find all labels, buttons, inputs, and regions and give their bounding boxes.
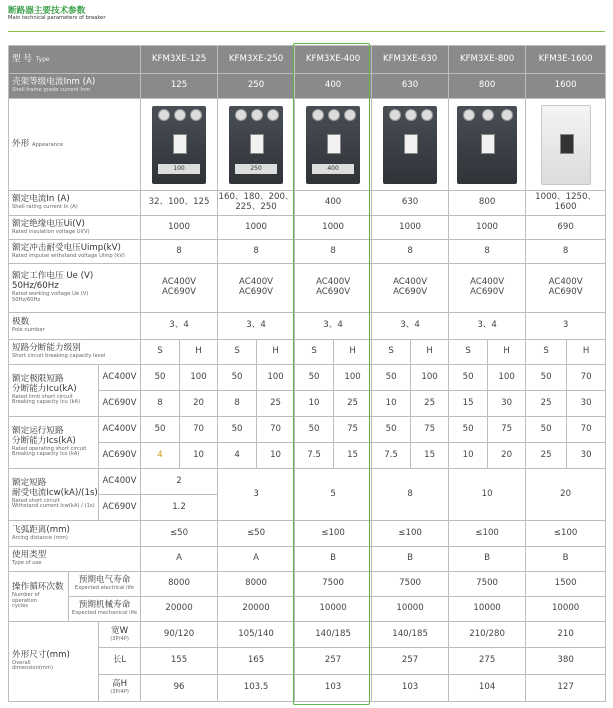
breaking-level-value: S xyxy=(449,340,488,365)
icw-cn2: 耐受电流Icw(kA)/(1s) xyxy=(12,487,98,498)
type-header xyxy=(9,46,141,74)
working-voltage-value: AC400V AC690V xyxy=(141,264,218,313)
icu-value: 25 xyxy=(334,391,372,417)
model-header: KFM3XE-400 xyxy=(295,46,372,74)
arcing-en: Arcing distance (mm) xyxy=(12,534,68,541)
working-voltage-cn2: 50Hz/60Hz xyxy=(12,281,59,292)
icu-690-row xyxy=(9,391,606,417)
icu-value: 100 xyxy=(334,365,372,391)
poles-row xyxy=(9,313,606,340)
breaking-level-value: S xyxy=(526,340,567,365)
impulse-label xyxy=(9,240,141,264)
electrical-life-value: 7500 xyxy=(449,572,526,597)
ics-en2: Breaking capacity Ics (kA) xyxy=(12,451,80,458)
poles-value: 3、4 xyxy=(295,313,372,340)
breaking-level-row xyxy=(9,340,606,365)
arcing-value: ≤50 xyxy=(218,521,295,547)
frame-label xyxy=(9,74,141,99)
arcing-value: ≤50 xyxy=(141,521,218,547)
breaker-image xyxy=(295,99,372,191)
insulation-value: 1000 xyxy=(295,216,372,240)
working-voltage-cn1: 额定工作电压 Ue (V) xyxy=(12,271,94,282)
use-type-value: B xyxy=(295,547,372,572)
arcing-value: ≤100 xyxy=(526,521,606,547)
electrical-life-value: 7500 xyxy=(372,572,449,597)
ics-value: 50 xyxy=(218,417,257,443)
ics-value: 15 xyxy=(334,443,372,469)
rated-current-en: Shell rating current In (A) xyxy=(12,204,78,211)
icu-value: 20 xyxy=(180,391,218,417)
use-type-cn: 使用类型 xyxy=(12,550,47,561)
ics-value: 20 xyxy=(488,443,526,469)
model-header: KFM3XE-630 xyxy=(372,46,449,74)
ics-value: 70 xyxy=(180,417,218,443)
arcing-value: ≤100 xyxy=(295,521,372,547)
icu-cn1: 额定极限短路 xyxy=(12,373,64,384)
impulse-value: 8 xyxy=(449,240,526,264)
title-divider xyxy=(8,31,605,32)
electrical-life-value: 8000 xyxy=(141,572,218,597)
mechanical-life-value: 10000 xyxy=(449,597,526,622)
impulse-value: 8 xyxy=(218,240,295,264)
ics-en1: Rated operating short circuit xyxy=(12,445,87,452)
ics-label xyxy=(9,417,99,469)
breaker-image xyxy=(218,99,295,191)
height-value: 96 xyxy=(141,675,218,702)
breaking-level-value: S xyxy=(218,340,257,365)
breaker-rating-label: 250 xyxy=(235,164,277,174)
breaking-level-en: Short circuit breaking capacity level xyxy=(12,353,106,360)
icu-value: 100 xyxy=(180,365,218,391)
poles-value: 3、4 xyxy=(218,313,295,340)
ics-value: 7.5 xyxy=(372,443,411,469)
width-value: 140/185 xyxy=(372,622,449,648)
ics-value: 10 xyxy=(180,443,218,469)
breaker-image xyxy=(372,99,449,191)
rated-current-value: 32、100、125 xyxy=(141,191,218,216)
icu-label xyxy=(9,365,99,417)
length-value: 165 xyxy=(218,648,295,675)
width-value: 105/140 xyxy=(218,622,295,648)
electrical-life-value: 7500 xyxy=(295,572,372,597)
width-value: 210/280 xyxy=(449,622,526,648)
icu-value: 10 xyxy=(295,391,334,417)
length-value: 275 xyxy=(449,648,526,675)
insulation-value: 1000 xyxy=(372,216,449,240)
rated-current-label xyxy=(9,191,141,216)
breaking-level-value: H xyxy=(567,340,606,365)
width-row xyxy=(9,622,606,648)
use-type-value: B xyxy=(526,547,606,572)
icu-value: 50 xyxy=(295,365,334,391)
poles-value: 3、4 xyxy=(449,313,526,340)
breaking-level-value: H xyxy=(257,340,295,365)
ics-value: 50 xyxy=(449,417,488,443)
appearance-label-en: Appearance xyxy=(31,141,64,148)
impulse-cn: 额定冲击耐受电压Uimp(kV) xyxy=(12,242,121,253)
rated-current-value: 630 xyxy=(372,191,449,216)
ics-value: 50 xyxy=(372,417,411,443)
frame-value: 630 xyxy=(372,74,449,99)
electrical-life-value: 8000 xyxy=(218,572,295,597)
poles-cn: 极数 xyxy=(12,317,30,328)
ics-value: 30 xyxy=(567,443,606,469)
length-value: 257 xyxy=(295,648,372,675)
height-cn: 高H xyxy=(111,679,128,690)
length-value: 155 xyxy=(141,648,218,675)
icw-value: 5 xyxy=(295,469,372,521)
working-voltage-value: AC400V AC690V xyxy=(295,264,372,313)
ics-value: 15 xyxy=(411,443,449,469)
parameters-table xyxy=(8,45,606,702)
mechanical-life-value: 10000 xyxy=(526,597,606,622)
voltage-label: AC690V xyxy=(99,443,141,469)
height-value: 103.5 xyxy=(218,675,295,702)
appearance-row xyxy=(9,99,606,191)
height-value: 103 xyxy=(372,675,449,702)
icu-value: 100 xyxy=(257,365,295,391)
rated-current-cn: 额定电流In (A) xyxy=(12,194,70,205)
frame-value: 125 xyxy=(141,74,218,99)
use-type-value: A xyxy=(218,547,295,572)
length-value: 380 xyxy=(526,648,606,675)
breaker-image xyxy=(141,99,218,191)
ics-value: 75 xyxy=(488,417,526,443)
icw-en1: Rated short circuit xyxy=(12,497,60,504)
poles-en: Pole number xyxy=(12,327,45,334)
ics-690-row xyxy=(9,443,606,469)
frame-value: 800 xyxy=(449,74,526,99)
cycles-en1: Number of xyxy=(12,591,40,598)
width-value: 140/185 xyxy=(295,622,372,648)
icu-value: 50 xyxy=(141,365,180,391)
breaking-level-value: S xyxy=(141,340,180,365)
insulation-row xyxy=(9,216,606,240)
mechanical-life-value: 20000 xyxy=(141,597,218,622)
arcing-cn: 飞弧距离(mm) xyxy=(12,524,70,535)
type-header-cn: 型 号 xyxy=(12,53,32,64)
use-type-row xyxy=(9,547,606,572)
insulation-value: 1000 xyxy=(449,216,526,240)
impulse-en: Rated impulse withstand voltage Uimp (kV) xyxy=(12,252,125,259)
electrical-life-value: 1500 xyxy=(526,572,606,597)
impulse-value: 8 xyxy=(141,240,218,264)
arcing-value: ≤100 xyxy=(449,521,526,547)
mechanical-life-cn: 预期机械寿命 xyxy=(78,600,131,611)
height-label xyxy=(99,675,141,702)
breaking-level-value: S xyxy=(372,340,411,365)
breaking-level-cn: 短路分断能力级别 xyxy=(12,343,81,354)
icw-value: 2 xyxy=(141,469,218,495)
rated-current-row xyxy=(9,191,606,216)
ics-value: 4 xyxy=(218,443,257,469)
cycles-cn: 操作循环次数 xyxy=(12,581,64,592)
model-header: KFM3XE-250 xyxy=(218,46,295,74)
breaker-rating-label: 400 xyxy=(312,164,354,174)
icu-en2: Breaking capacity Icu (kA) xyxy=(12,399,81,406)
use-type-label xyxy=(9,547,141,572)
icu-value: 10 xyxy=(372,391,411,417)
icu-value: 15 xyxy=(449,391,488,417)
icu-value: 25 xyxy=(411,391,449,417)
ics-value: 10 xyxy=(449,443,488,469)
model-header: KFM3XE-800 xyxy=(449,46,526,74)
model-header: KFM3E-1600 xyxy=(526,46,606,74)
impulse-value: 8 xyxy=(526,240,606,264)
icu-value: 25 xyxy=(526,391,567,417)
insulation-value: 690 xyxy=(526,216,606,240)
length-value: 257 xyxy=(372,648,449,675)
height-value: 103 xyxy=(295,675,372,702)
poles-value: 3、4 xyxy=(372,313,449,340)
use-type-value: A xyxy=(141,547,218,572)
cycles-label xyxy=(9,572,69,622)
appearance-label-cn: 外形 xyxy=(12,138,30,149)
insulation-en: Rated insulation voltage Ui(V) xyxy=(12,228,90,235)
arcing-row xyxy=(9,521,606,547)
height-row xyxy=(9,675,606,702)
electrical-life-cn: 预期电气寿命 xyxy=(78,575,131,586)
frame-value: 400 xyxy=(295,74,372,99)
working-voltage-value: AC400V AC690V xyxy=(526,264,606,313)
ics-value: 7.5 xyxy=(295,443,334,469)
length-label: 长L xyxy=(99,648,141,675)
voltage-label: AC690V xyxy=(99,391,141,417)
width-value: 90/120 xyxy=(141,622,218,648)
icw-en2: Withstand current Icw(kA) / (1s) xyxy=(12,503,95,510)
insulation-value: 1000 xyxy=(218,216,295,240)
width-value: 210 xyxy=(526,622,606,648)
breaker-image xyxy=(526,99,606,191)
model-header: KFM3XE-125 xyxy=(141,46,218,74)
mechanical-life-label xyxy=(69,597,141,622)
dimensions-cn: 外形尺寸(mm) xyxy=(12,649,70,660)
working-voltage-label xyxy=(9,264,141,313)
breaking-level-value: H xyxy=(180,340,218,365)
voltage-label: AC400V xyxy=(99,469,141,495)
working-voltage-value: AC400V AC690V xyxy=(449,264,526,313)
type-header-en: Type xyxy=(35,55,50,63)
ics-value: 50 xyxy=(295,417,334,443)
icw-value: 1.2 xyxy=(141,495,218,521)
icu-value: 30 xyxy=(488,391,526,417)
electrical-life-label xyxy=(69,572,141,597)
breaking-level-label xyxy=(9,340,141,365)
width-en: (3P/4P) xyxy=(110,635,129,642)
width-cn: 宽W xyxy=(110,625,129,636)
poles-value: 3 xyxy=(526,313,606,340)
electrical-life-row xyxy=(9,572,606,597)
voltage-label: AC400V xyxy=(99,365,141,391)
working-voltage-en2: 50Hz/60Hz xyxy=(12,296,41,303)
ics-value: 25 xyxy=(526,443,567,469)
impulse-row xyxy=(9,240,606,264)
voltage-label: AC400V xyxy=(99,417,141,443)
height-value: 127 xyxy=(526,675,606,702)
use-type-en: Type of use xyxy=(12,560,42,567)
cycles-en3: cycles xyxy=(12,603,29,610)
height-value: 104 xyxy=(449,675,526,702)
icu-value: 8 xyxy=(141,391,180,417)
length-row xyxy=(9,648,606,675)
working-voltage-row xyxy=(9,264,606,313)
use-type-value: B xyxy=(372,547,449,572)
mechanical-life-value: 10000 xyxy=(295,597,372,622)
icu-value: 50 xyxy=(218,365,257,391)
icw-label xyxy=(9,469,99,521)
icu-value: 30 xyxy=(567,391,606,417)
icw-400-row xyxy=(9,469,606,495)
dimensions-label xyxy=(9,622,99,702)
icu-value: 100 xyxy=(488,365,526,391)
ics-value: 10 xyxy=(257,443,295,469)
electrical-life-en: Expected electrical life xyxy=(74,585,135,592)
icu-value: 50 xyxy=(526,365,567,391)
ics-cn2: 分断能力Ics(kA) xyxy=(12,435,76,446)
mechanical-life-value: 10000 xyxy=(372,597,449,622)
breaking-level-value: S xyxy=(295,340,334,365)
ics-value: 75 xyxy=(411,417,449,443)
cycles-en2: operation xyxy=(12,597,37,604)
ics-value: 70 xyxy=(257,417,295,443)
appearance-label xyxy=(9,99,141,191)
breaking-level-value: H xyxy=(488,340,526,365)
ics-value: 70 xyxy=(567,417,606,443)
frame-value: 1600 xyxy=(526,74,606,99)
icu-value: 8 xyxy=(218,391,257,417)
ics-value: 75 xyxy=(334,417,372,443)
rated-current-value: 1000、1250、1600 xyxy=(526,191,606,216)
icu-value: 50 xyxy=(449,365,488,391)
insulation-cn: 额定绝缘电压Ui(V) xyxy=(12,218,85,229)
impulse-value: 8 xyxy=(295,240,372,264)
mechanical-life-en: Expected mechanical life xyxy=(71,610,138,617)
frame-value: 250 xyxy=(218,74,295,99)
voltage-label: AC690V xyxy=(99,495,141,521)
icw-cn1: 额定短路 xyxy=(12,477,47,488)
icu-value: 50 xyxy=(372,365,411,391)
rated-current-value: 400 xyxy=(295,191,372,216)
breaker-image xyxy=(449,99,526,191)
poles-label xyxy=(9,313,141,340)
icw-value: 10 xyxy=(449,469,526,521)
height-en: (3P/4P) xyxy=(110,689,129,696)
page-title xyxy=(8,4,105,22)
header-row xyxy=(9,46,606,74)
title-en: Main technical parameters of breaker xyxy=(8,15,106,21)
ics-cn1: 额定运行短路 xyxy=(12,425,64,436)
icu-value: 25 xyxy=(257,391,295,417)
ics-value: 50 xyxy=(141,417,180,443)
ics-400-row xyxy=(9,417,606,443)
use-type-value: B xyxy=(449,547,526,572)
icw-value: 3 xyxy=(218,469,295,521)
dimensions-en2: dimension(mm) xyxy=(12,665,54,672)
frame-label-cn: 壳架等级电流Inm (A) xyxy=(12,77,96,88)
icu-400-row xyxy=(9,365,606,391)
insulation-label xyxy=(9,216,141,240)
icw-value: 8 xyxy=(372,469,449,521)
width-label xyxy=(99,622,141,648)
breaker-rating-label: 100 xyxy=(158,164,200,174)
icu-cn2: 分断能力Icu(kA) xyxy=(12,383,77,394)
dimensions-en1: Overall xyxy=(12,659,31,666)
working-voltage-value: AC400V AC690V xyxy=(218,264,295,313)
icu-value: 100 xyxy=(411,365,449,391)
arcing-label xyxy=(9,521,141,547)
rated-current-value: 160、180、200、225、250 xyxy=(218,191,295,216)
working-voltage-value: AC400V AC690V xyxy=(372,264,449,313)
icu-value: 70 xyxy=(567,365,606,391)
insulation-value: 1000 xyxy=(141,216,218,240)
breaking-level-value: H xyxy=(334,340,372,365)
breaking-level-value: H xyxy=(411,340,449,365)
mechanical-life-row xyxy=(9,597,606,622)
rated-current-value: 800 xyxy=(449,191,526,216)
ics-value: 50 xyxy=(526,417,567,443)
ics-value: 4 xyxy=(141,443,180,469)
mechanical-life-value: 20000 xyxy=(218,597,295,622)
frame-label-en: Shell frame grade current Inm xyxy=(12,87,91,94)
icu-en1: Rated limit short circuit xyxy=(12,393,73,400)
arcing-value: ≤100 xyxy=(372,521,449,547)
icw-value: 20 xyxy=(526,469,606,521)
impulse-value: 8 xyxy=(372,240,449,264)
working-voltage-en1: Rated working voltage Ue (V) xyxy=(12,291,89,298)
frame-row xyxy=(9,74,606,99)
title-cn: 断路器主要技术参数 xyxy=(8,6,86,16)
poles-value: 3、4 xyxy=(141,313,218,340)
